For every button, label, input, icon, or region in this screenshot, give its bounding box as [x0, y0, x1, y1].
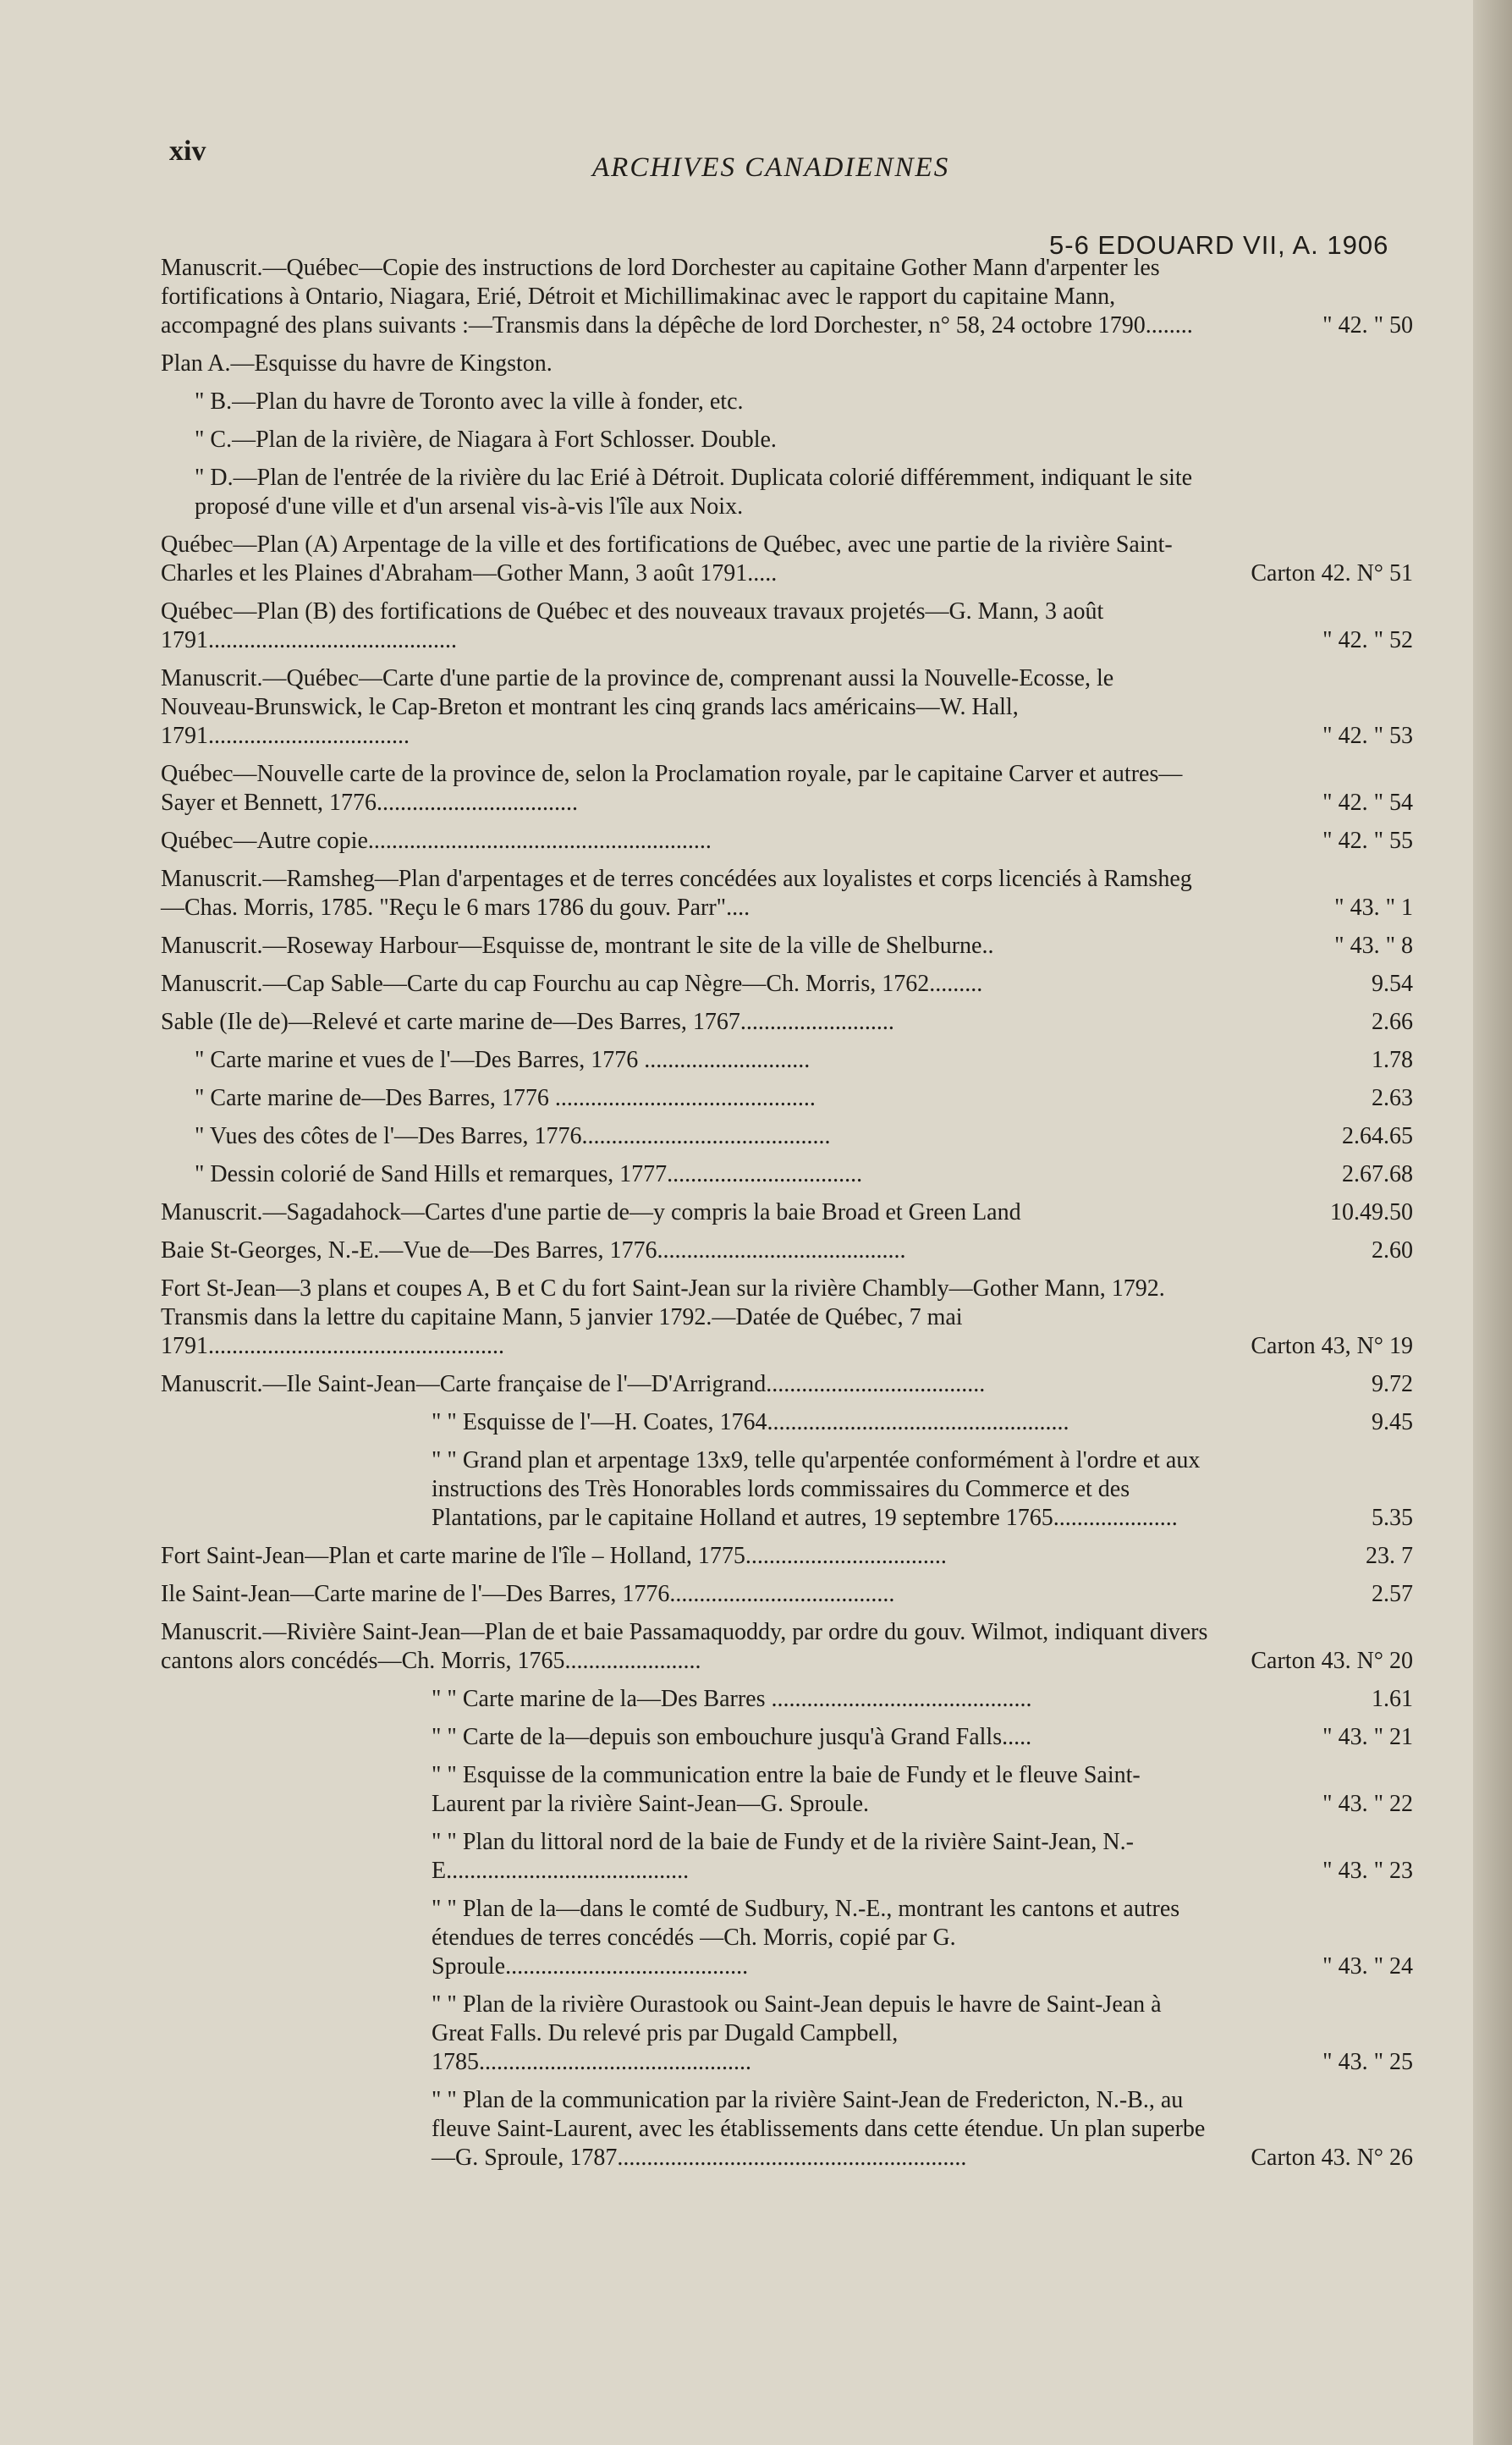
- catalogue-entry: [432, 1685, 1413, 1714]
- entry-description: Québec—Nouvelle carte de la province de, selon la Proclamation royale, par le capitaine Carver et autres—Sayer et Bennett, 1776..................................: [161, 761, 1183, 816]
- entry-description: " Dessin colorié de Sand Hills et remarques, 1777.................................: [195, 1161, 863, 1187]
- catalogue-entry: [161, 664, 1413, 751]
- catalogue-entry: [432, 1723, 1413, 1752]
- entry-reference: " 43. " 25: [1322, 2049, 1413, 2075]
- entry-reference: " 43. " 8: [1334, 933, 1413, 959]
- entry-reference: " 42. " 50: [1322, 312, 1413, 339]
- entry-description: Ile Saint-Jean—Carte marine de l'—Des Barres, 1776......................................: [161, 1581, 895, 1607]
- entry-reference: " 42. " 52: [1322, 627, 1413, 653]
- entry-description: Plan A.—Esquisse du havre de Kingston.: [161, 350, 553, 377]
- entry-description: " " Esquisse de la communication entre la baie de Fundy et le fleuve Saint-Laurent par la rivière Saint-Jean—G. Sproule.: [432, 1762, 1141, 1817]
- entry-reference: " 43. " 24: [1322, 1953, 1413, 1980]
- entry-reference: " 43. " 1: [1334, 895, 1413, 921]
- catalogue-entry: [161, 1008, 1413, 1037]
- entry-reference: 9.45: [1372, 1409, 1413, 1435]
- catalogue-entry: [161, 1618, 1413, 1676]
- entry-reference: 1.61: [1372, 1686, 1413, 1712]
- entry-reference: 9.72: [1372, 1371, 1413, 1397]
- entry-reference: " 43. " 23: [1322, 1858, 1413, 1884]
- entry-description: Manuscrit.—Cap Sable—Carte du cap Fourchu au cap Nègre—Ch. Morris, 1762.........: [161, 971, 983, 997]
- catalogue-entry: [195, 426, 1413, 454]
- catalogue-entry: [195, 1046, 1413, 1075]
- entry-reference: 2.57: [1372, 1581, 1413, 1607]
- catalogue-entry: [432, 2086, 1413, 2172]
- entry-description: Sable (Ile de)—Relevé et carte marine de—Des Barres, 1767..........................: [161, 1009, 894, 1035]
- entry-reference: Carton 43. N° 26: [1251, 2145, 1413, 2171]
- catalogue-entry: [195, 1084, 1413, 1113]
- catalogue-entry: [161, 1198, 1413, 1227]
- entry-description: Manuscrit.—Roseway Harbour—Esquisse de, montrant le site de la ville de Shelburne..: [161, 933, 994, 959]
- catalogue-entry: [161, 1275, 1413, 1361]
- catalogue-entry: [195, 1160, 1413, 1189]
- entry-description: Manuscrit.—Rivière Saint-Jean—Plan de et baie Passamaquoddy, par ordre du gouv. Wilmot, indiquant divers cantons alors concédés—Ch. Morris, 1765.......................: [161, 1619, 1208, 1674]
- entry-description: " " Plan de la communication par la rivière Saint-Jean de Fredericton, N.-B., au fleuve Saint-Laurent, avec les établissements dans cette étendue. Un plan superbe—G. Sproule, 1787...........................................................: [432, 2087, 1206, 2171]
- catalogue-entry: [161, 932, 1413, 961]
- catalogue-entry: [161, 350, 1413, 378]
- entry-description: " " Plan du littoral nord de la baie de Fundy et de la rivière Saint-Jean, N.-E.........................................: [432, 1829, 1134, 1884]
- catalogue-entry: [161, 865, 1413, 922]
- catalogue-entry: [432, 1828, 1413, 1886]
- entry-description: " C.—Plan de la rivière, de Niagara à Fort Schlosser. Double.: [195, 427, 777, 453]
- catalogue-entry: [161, 970, 1413, 999]
- catalogue-entry: [161, 531, 1413, 588]
- catalogue-entry: [161, 597, 1413, 655]
- entry-description: Québec—Plan (B) des fortifications de Québec et des nouveaux travaux projetés—G. Mann, 3 août 1791..........................................: [161, 598, 1104, 653]
- entry-description: Manuscrit.—Sagadahock—Cartes d'une partie de—y compris la baie Broad et Green Land: [161, 1199, 1021, 1225]
- entry-description: " Vues des côtes de l'—Des Barres, 1776..........................................: [195, 1123, 831, 1149]
- entry-reference: 5.35: [1372, 1505, 1413, 1531]
- entry-reference: 2.66: [1372, 1009, 1413, 1035]
- entry-description: " " Plan de la—dans le comté de Sudbury, N.-E., montrant les cantons et autres étendues de terres concédés —Ch. Morris, copié par G. Sproule.........................................: [432, 1896, 1180, 1980]
- entry-reference: " 43. " 22: [1322, 1791, 1413, 1817]
- entry-reference: " 42. " 55: [1322, 828, 1413, 854]
- entry-reference: Carton 42. N° 51: [1251, 560, 1413, 586]
- entry-description: Manuscrit.—Ramsheg—Plan d'arpentages et de terres concédées aux loyalistes et corps licenciés à Ramsheg—Chas. Morris, 1785. "Reçu le 6 mars 1786 du gouv. Parr"....: [161, 866, 1192, 921]
- entry-reference: 10.49.50: [1330, 1199, 1413, 1225]
- entry-reference: Carton 43. N° 20: [1251, 1648, 1413, 1674]
- catalogue-entry: [432, 1761, 1413, 1819]
- catalogue-entry: [161, 1236, 1413, 1265]
- entry-reference: 1.78: [1372, 1047, 1413, 1073]
- entry-description: " " Carte marine de la—Des Barres ............................................: [432, 1686, 1032, 1712]
- entry-description: " " Plan de la rivière Ourastook ou Saint-Jean depuis le havre de Saint-Jean à Great Falls. Du relevé pris par Dugald Campbell, 1785..............................................: [432, 1991, 1162, 2075]
- entry-reference: 9.54: [1372, 971, 1413, 997]
- entry-description: Québec—Autre copie..........................................................: [161, 828, 712, 854]
- entry-description: " " Grand plan et arpentage 13x9, telle qu'arpentée conformément à l'ordre et aux instructions des Très Honorables lords commissaires du Commerce et des Plantations, par le capitaine Holland et autres, 19 septembre 1765.....................: [432, 1447, 1201, 1531]
- entry-reference: 2.67.68: [1342, 1161, 1413, 1187]
- entry-reference: Carton 43, N° 19: [1251, 1333, 1413, 1359]
- entry-reference: 2.63: [1372, 1085, 1413, 1111]
- entry-description: " D.—Plan de l'entrée de la rivière du lac Erié à Détroit. Duplicata colorié différemment, indiquant le site proposé d'une ville et d'un arsenal vis-à-vis l'île aux Noix.: [195, 465, 1193, 520]
- catalogue-entry: [161, 760, 1413, 818]
- running-title: ARCHIVES CANADIENNES: [592, 152, 950, 183]
- catalogue-entry: [195, 464, 1413, 521]
- catalogue-entry: [161, 254, 1413, 340]
- page-edge: [1473, 0, 1512, 2445]
- entry-description: Manuscrit.—Québec—Copie des instructions de lord Dorchester au capitaine Gother Mann d'arpenter les fortifications à Ontario, Niagara, Erié, Détroit et Michillimakinac avec le rapport du capitaine Mann, accompagné des plans suivants :—Transmis dans la dépêche de lord Dorchester, n° 58, 24 octobre 1790........: [161, 255, 1193, 339]
- entry-description: Manuscrit.—Ile Saint-Jean—Carte française de l'—D'Arrigrand.....................................: [161, 1371, 986, 1397]
- entry-description: Manuscrit.—Québec—Carte d'une partie de la province de, comprenant aussi la Nouvelle-Ecosse, le Nouveau-Brunswick, le Cap-Breton et montrant les cinq grands lacs américains—W. Hall, 1791..................................: [161, 665, 1114, 749]
- catalogue-entry: [161, 827, 1413, 856]
- entry-reference: " 42. " 53: [1322, 723, 1413, 749]
- entry-description: Fort Saint-Jean—Plan et carte marine de l'île – Holland, 1775..................................: [161, 1543, 947, 1569]
- entry-description: Québec—Plan (A) Arpentage de la ville et des fortifications de Québec, avec une partie de la rivière Saint-Charles et les Plaines d'Abraham—Gother Mann, 3 août 1791.....: [161, 531, 1173, 586]
- entry-reference: 2.60: [1372, 1237, 1413, 1264]
- entry-description: " " Carte de la—depuis son embouchure jusqu'à Grand Falls.....: [432, 1724, 1032, 1750]
- entry-description: " Carte marine et vues de l'—Des Barres, 1776 ............................: [195, 1047, 811, 1073]
- catalogue-entry: [432, 1408, 1413, 1437]
- entry-description: " B.—Plan du havre de Toronto avec la ville à fonder, etc.: [195, 388, 744, 415]
- entry-reference: " 43. " 21: [1322, 1724, 1413, 1750]
- catalogue-entry: [432, 1446, 1413, 1533]
- catalogue-entry: [161, 1370, 1413, 1399]
- entry-reference: 2.64.65: [1342, 1123, 1413, 1149]
- catalogue-entry: [161, 1580, 1413, 1609]
- entry-description: " " Esquisse de l'—H. Coates, 1764...................................................: [432, 1409, 1069, 1435]
- catalogue-entry: [432, 1895, 1413, 1981]
- page-number: xiv: [169, 135, 206, 167]
- session-label: 5-6 EDOUARD VII, A. 1906: [1049, 230, 1389, 260]
- catalogue-entry: [195, 1122, 1413, 1151]
- entry-description: Fort St-Jean—3 plans et coupes A, B et C du fort Saint-Jean sur la rivière Chambly—Gother Mann, 1792. Transmis dans la lettre du capitaine Mann, 5 janvier 1792.—Datée de Québec, 7 mai 1791..................................................: [161, 1275, 1165, 1359]
- entry-reference: " 42. " 54: [1322, 790, 1413, 816]
- catalogue-entry: [432, 1991, 1413, 2077]
- entry-reference: 23. 7: [1366, 1543, 1413, 1569]
- catalogue-entries: [161, 254, 1413, 2182]
- catalogue-entry: [195, 388, 1413, 416]
- entry-description: Baie St-Georges, N.-E.—Vue de—Des Barres, 1776..........................................: [161, 1237, 906, 1264]
- entry-description: " Carte marine de—Des Barres, 1776 ............................................: [195, 1085, 816, 1111]
- catalogue-entry: [161, 1542, 1413, 1571]
